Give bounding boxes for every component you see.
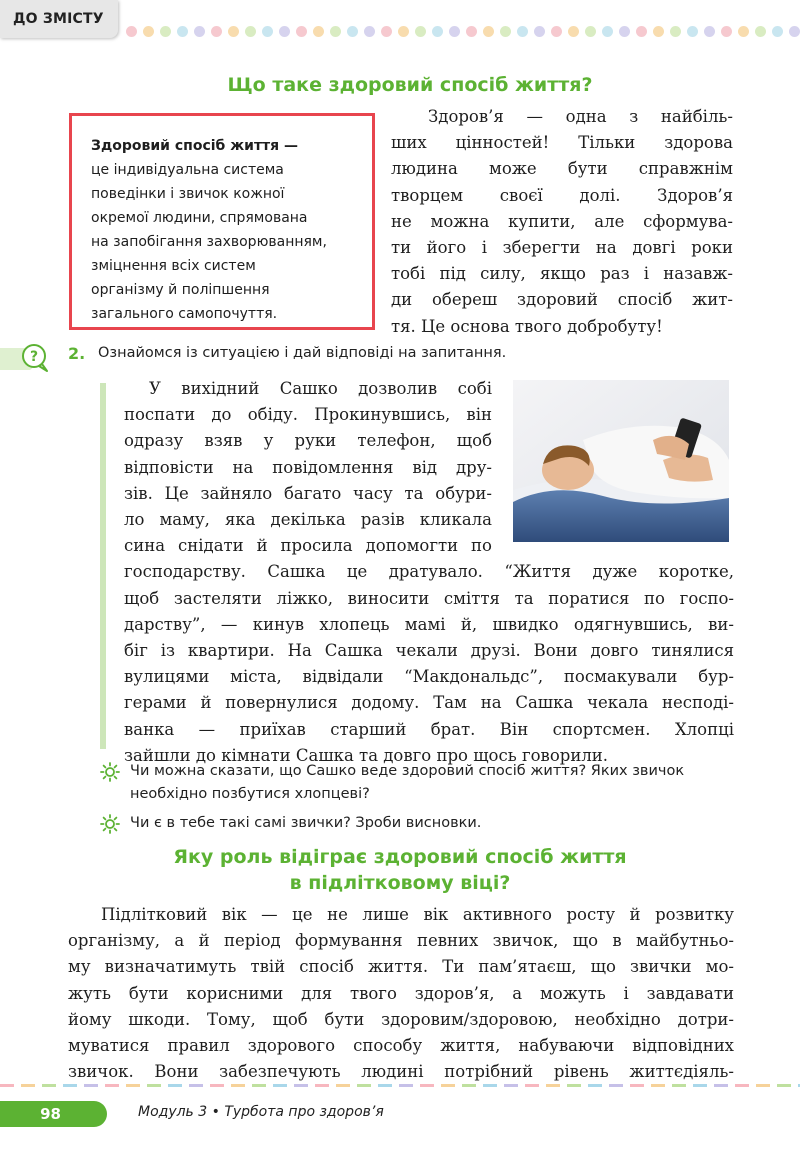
svg-text:?: ? (29, 349, 39, 365)
story-line: ванка — приїхав старший брат. Він спортсмен. Хлопці (124, 719, 734, 739)
divider-dash (441, 1084, 455, 1087)
quote-bar (100, 383, 106, 749)
definition-line: організму й поліпшення (91, 282, 270, 298)
decorative-dot (245, 26, 256, 37)
section-heading-2 (130, 844, 670, 896)
decorative-dot (653, 26, 664, 37)
decorative-dot (228, 26, 239, 37)
decorative-dot (483, 26, 494, 37)
divider-dash (357, 1084, 371, 1087)
decorative-dot (262, 26, 273, 37)
sun-icon (100, 814, 120, 834)
heading-line: в підлітковому віці? (289, 872, 511, 894)
divider-dash (294, 1084, 308, 1087)
definition-line: поведінки і звичок кожної (91, 186, 285, 202)
task-instruction: Ознайомся із ситуацією і дай відповіді на запитання. (98, 345, 507, 361)
divider-dash (336, 1084, 350, 1087)
definition-line: окремої людини, спрямована (91, 210, 308, 226)
decorative-dot (568, 26, 579, 37)
decorative-dot (347, 26, 358, 37)
divider-dash (273, 1084, 287, 1087)
divider-dash (420, 1084, 434, 1087)
divider-dash (609, 1084, 623, 1087)
story-line: сина снідати й просила допомогти по (124, 536, 492, 556)
divider-dash (462, 1084, 476, 1087)
divider-dash (672, 1084, 686, 1087)
divider-dash (189, 1084, 203, 1087)
definition-line: на запобігання захворюванням, (91, 234, 327, 250)
divider-dash (504, 1084, 518, 1087)
divider-dash (714, 1084, 728, 1087)
divider-dash (21, 1084, 35, 1087)
divider-dash (777, 1084, 791, 1087)
decorative-dot (177, 26, 188, 37)
intro-line: ти його і зберегти на довгі роки (391, 238, 733, 258)
intro-line: тя. Це основа твого добробуту! (391, 316, 663, 336)
decorative-dot (789, 26, 800, 37)
decorative-dot (704, 26, 715, 37)
definition-line: зміцнення всіх систем (91, 258, 256, 274)
body-line: йому шкоди. Тому, щоб бути здоровим/здоровою, необхідно дотри- (68, 1009, 734, 1029)
divider-dash (525, 1084, 539, 1087)
decorative-dot (398, 26, 409, 37)
decorative-dot (687, 26, 698, 37)
task-number: 2. (68, 344, 86, 363)
intro-line: Здоров’я — одна з найбіль- (428, 107, 733, 126)
question-text: Чи є в тебе такі самі звички? Зроби висновки. (130, 815, 482, 831)
toc-label: ДО ЗМІСТУ (13, 11, 104, 27)
decorative-dot (585, 26, 596, 37)
decorative-dot (143, 26, 154, 37)
divider-dash (126, 1084, 140, 1087)
intro-line: тобі під силу, якщо раз і назавж- (391, 264, 733, 284)
body-line: жуть бути корисними для твого здоров’я, а можуть і завдавати (68, 983, 734, 1003)
body-line: му визначатимуть твій спосіб життя. Ти пам’ятаєш, що звички мо- (68, 957, 734, 977)
decorative-dot (517, 26, 528, 37)
divider-dash (588, 1084, 602, 1087)
decorative-dot (755, 26, 766, 37)
divider-dash (630, 1084, 644, 1087)
decorative-dot (364, 26, 375, 37)
question-text: необхідно позбутися хлопцеві? (130, 786, 370, 802)
story-line: біг із квартири. На Сашка чекали друзі. Вони довго тинялися (124, 641, 734, 661)
module-title: Модуль 3 • Турбота про здоров’я (138, 1104, 384, 1120)
intro-line: творцем своєї долі. Здоров’я (391, 185, 733, 205)
decorative-dot (313, 26, 324, 37)
divider-dash (693, 1084, 707, 1087)
divider-dash (735, 1084, 749, 1087)
decorative-dot (211, 26, 222, 37)
divider-dash (567, 1084, 581, 1087)
decorative-dot (721, 26, 732, 37)
body-paragraph (68, 902, 734, 1085)
story-line: У вихідний Сашко дозволив собі (149, 379, 492, 398)
decorative-dot (432, 26, 443, 37)
divider-dash (168, 1084, 182, 1087)
toc-button[interactable] (0, 0, 118, 38)
divider-dash (315, 1084, 329, 1087)
divider-dash (546, 1084, 560, 1087)
divider-dash (105, 1084, 119, 1087)
decorative-dot (500, 26, 511, 37)
decorative-dot (551, 26, 562, 37)
intro-paragraph (391, 104, 733, 340)
intro-line: не можна купити, але сформува- (391, 211, 733, 231)
definition-line: це індивідуальна система (91, 162, 284, 178)
divider-dash (231, 1084, 245, 1087)
body-line: Підлітковий вік — це не лише вік активного росту й розвитку (101, 905, 734, 924)
body-line: муватися правил здорового способу життя, набуваючи відповідних (68, 1036, 734, 1056)
definition-line: загального самопочуття. (91, 306, 278, 322)
page-number: 98 (0, 1101, 107, 1127)
photo-boy-with-phone (513, 380, 729, 542)
intro-line: ших цінностей! Тільки здорова (391, 133, 733, 153)
decorative-dot (602, 26, 613, 37)
decorative-dots (126, 26, 800, 38)
decorative-dot (534, 26, 545, 37)
intro-line: людина може бути справжнім (391, 159, 733, 179)
story-line: відповісти на повідомлення від дру- (124, 457, 492, 477)
decorative-dot (415, 26, 426, 37)
intro-line: ди обереш здоровий спосіб жит- (391, 290, 733, 310)
story-line: поспати до обіду. Прокинувшись, він (124, 405, 492, 425)
story-line: дарству”, — кинув хлопець мамі й, швидко одягнувшись, ви- (124, 614, 734, 634)
decorative-dot (619, 26, 630, 37)
section-heading: Що таке здоровий спосіб життя? (227, 74, 593, 96)
sun-icon (100, 762, 120, 782)
divider-dash (399, 1084, 413, 1087)
decorative-dot (296, 26, 307, 37)
decorative-dot (160, 26, 171, 37)
footer-divider (0, 1084, 800, 1088)
story-line: зайшли до кімнати Сашка та довго про щось говорили. (124, 745, 609, 765)
divider-dash (210, 1084, 224, 1087)
decorative-dot (636, 26, 647, 37)
decorative-dot (449, 26, 460, 37)
definition-term: Здоровий спосіб життя — (91, 138, 299, 154)
story-line: ло маму, яка декілька разів кликала (124, 510, 492, 530)
body-line: організму, а й період формування певних звичок, що в майбутньо- (68, 931, 734, 951)
heading-line: Яку роль відіграє здоровий спосіб життя (173, 846, 627, 868)
question-text: Чи можна сказати, що Сашко веде здоровий спосіб життя? Яких звичок (130, 763, 685, 779)
decorative-dot (194, 26, 205, 37)
divider-dash (252, 1084, 266, 1087)
decorative-dot (772, 26, 783, 37)
divider-dash (42, 1084, 56, 1087)
divider-dash (756, 1084, 770, 1087)
decorative-dot (330, 26, 341, 37)
story-line: герами й повернулися додому. Там на Сашка чекала несподі- (124, 693, 734, 713)
divider-dash (63, 1084, 77, 1087)
story-line: зів. Це зайняло багато часу та обури- (124, 483, 492, 503)
story-line: вулицями міста, відвідали “Макдональдс”, посмакували бур- (124, 667, 734, 687)
definition-box (69, 113, 375, 330)
divider-dash (84, 1084, 98, 1087)
body-line: звичок. Вони забезпечують людині потрібний рівень життєдіяль- (68, 1062, 734, 1082)
question-bubble-icon (0, 340, 54, 374)
decorative-dot (126, 26, 137, 37)
story-line: щоб застеляти ліжко, виносити сміття та поратися по госпо- (124, 588, 734, 608)
decorative-dot (381, 26, 392, 37)
divider-dash (147, 1084, 161, 1087)
decorative-dot (670, 26, 681, 37)
divider-dash (651, 1084, 665, 1087)
divider-dash (378, 1084, 392, 1087)
decorative-dot (738, 26, 749, 37)
decorative-dot (279, 26, 290, 37)
story-line: господарству. Сашка це дратувало. “Життя дуже коротке, (124, 562, 734, 582)
story-line: одразу взяв у руки телефон, щоб (124, 431, 492, 451)
divider-dash (0, 1084, 14, 1087)
decorative-dot (466, 26, 477, 37)
divider-dash (483, 1084, 497, 1087)
